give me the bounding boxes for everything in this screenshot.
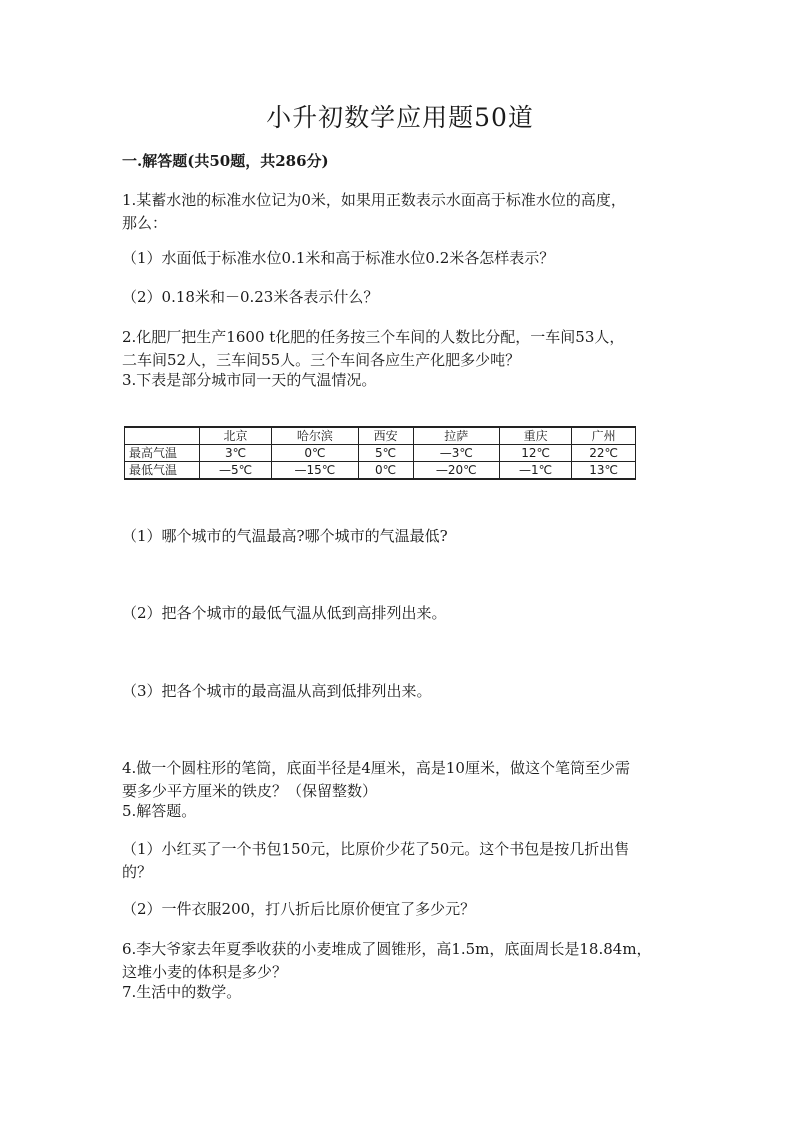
question-4-line-1: 4.做一个圆柱形的笔筒，底面半径是4厘米，高是10厘米，做这个笔筒至少需 <box>122 759 630 777</box>
table-row-label: 最高气温 <box>125 445 200 462</box>
page-title: 小升初数学应用题50道 <box>266 103 534 132</box>
question-3-sub-3: （3）把各个城市的最高温从高到低排列出来。 <box>122 682 432 700</box>
question-6-line-1: 6.李大爷家去年夏季收获的小麦堆成了圆锥形，高1.5m，底面周长是18.84m， <box>122 940 652 958</box>
question-3-sub-1: （1）哪个城市的气温最高?哪个城市的气温最低? <box>122 527 448 545</box>
table-city-header: 拉萨 <box>413 427 500 445</box>
table-cell: 13℃ <box>572 462 636 480</box>
question-6 <box>122 938 667 984</box>
table-city-header: 北京 <box>200 427 272 445</box>
question-6-line-2: 这堆小麦的体积是多少？ <box>122 963 288 981</box>
table-city-header: 重庆 <box>500 427 572 445</box>
table-cell: 3℃ <box>200 445 272 462</box>
table-city-header: 哈尔滨 <box>272 427 359 445</box>
question-3-sub-2: （2）把各个城市的最低气温从低到高排列出来。 <box>122 604 447 622</box>
table-row-low <box>125 462 636 480</box>
question-5-sub-2: （2）一件衣服200，打八折后比原价便宜了多少元？ <box>122 900 476 918</box>
question-1-sub-2: （2）0.18米和－0.23米各表示什么？ <box>122 288 379 306</box>
table-row-high <box>125 445 636 462</box>
table-cell: —5℃ <box>200 462 272 480</box>
table-corner-cell <box>125 427 200 445</box>
question-1-sub-1: （1）水面低于标准水位0.1米和高于标准水位0.2米各怎样表示？ <box>122 249 555 267</box>
table-cell: 0℃ <box>272 445 359 462</box>
table-cell: 22℃ <box>572 445 636 462</box>
question-2-line-1: 2.化肥厂把生产1600 t化肥的任务按三个车间的人数比分配，一车间53人， <box>122 328 625 346</box>
table-cell: —1℃ <box>500 462 572 480</box>
question-5-sub-1-line-2: 的？ <box>122 863 153 881</box>
table-header-row <box>125 427 636 445</box>
table-cell: 5℃ <box>358 445 413 462</box>
table-cell: —15℃ <box>272 462 359 480</box>
table-cell: 12℃ <box>500 445 572 462</box>
question-4-line-2: 要多少平方厘米的铁皮？（保留整数） <box>122 782 378 800</box>
question-3-stem: 3.下表是部分城市同一天的气温情况。 <box>122 371 377 389</box>
question-4 <box>122 757 667 803</box>
table-row-label: 最低气温 <box>125 462 200 480</box>
question-5-sub-1-line-1: （1）小红买了一个书包150元，比原价少花了50元。这个书包是按几折出售 <box>122 840 630 858</box>
table-cell: 0℃ <box>358 462 413 480</box>
question-2-line-2: 二车间52人，三车间55人。三个车间各应生产化肥多少吨？ <box>122 351 521 369</box>
question-7-stem: 7.生活中的数学。 <box>122 983 242 1001</box>
temperature-table <box>124 426 636 480</box>
question-1-stem-line-1: 1.某蓄水池的标准水位记为0米，如果用正数表示水面高于标准水位的高度， <box>122 191 626 209</box>
question-5-sub-1 <box>122 838 667 884</box>
question-2 <box>122 326 667 372</box>
table-city-header: 广州 <box>572 427 636 445</box>
question-1-stem <box>122 189 667 235</box>
question-5-stem: 5.解答题。 <box>122 802 197 820</box>
table-cell: —20℃ <box>413 462 500 480</box>
section-header: 一.解答题(共50题，共286分) <box>122 152 329 170</box>
table-cell: —3℃ <box>413 445 500 462</box>
question-1-stem-line-2: 那么： <box>122 214 168 232</box>
table-city-header: 西安 <box>358 427 413 445</box>
